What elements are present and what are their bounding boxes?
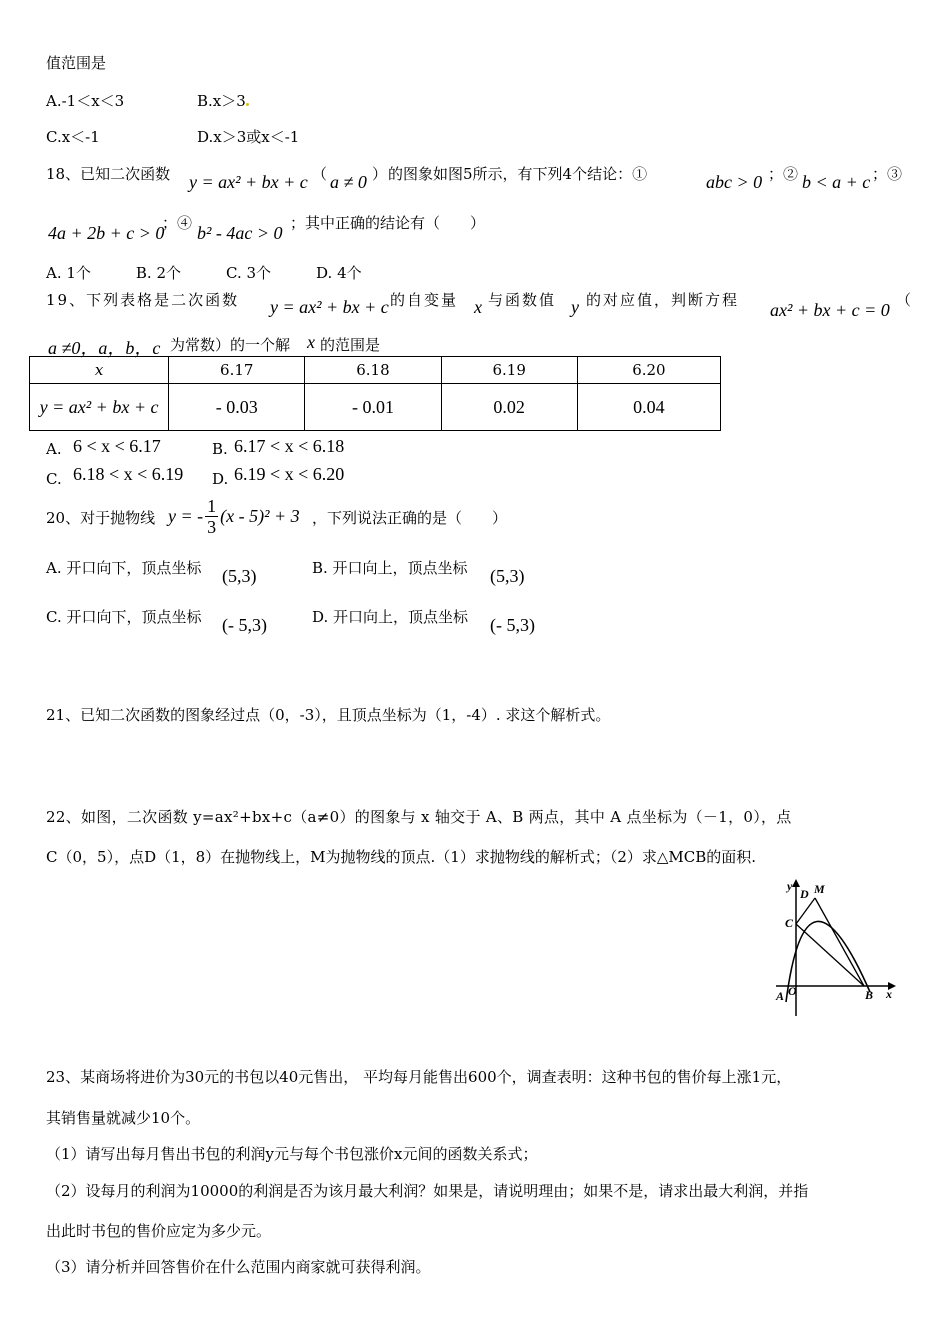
q19-condition: a ≠0，a，b，c [48, 338, 161, 358]
q18-paren-close: ） [372, 165, 388, 183]
q20-formula [168, 493, 300, 539]
q18-lead: 18、已知二次函数 [46, 165, 171, 183]
q18-conclusion-2: b < a + c [802, 172, 871, 192]
q20-lead: 20、对于抛物线 [46, 509, 156, 527]
q20-rest: (x - 5)² + 3 [220, 505, 300, 526]
q20-option-a: A. 开口向下，顶点坐标 [46, 559, 202, 577]
q18-condition: a ≠ 0 [330, 172, 367, 192]
table-cell: - 0.03 [169, 384, 305, 431]
q23-part-3: （3）请分析并回答售价在什么范围内商家就可获得利润。 [46, 1258, 431, 1276]
q17-option-b: B.x＞3 [197, 90, 249, 111]
q18-conclusion-3: 4a + 2b + c > 0 [48, 223, 165, 243]
label-y: y [787, 879, 793, 893]
q18-options: A. 1个 B. 2个 C. 3个 D. 4个 [46, 264, 362, 282]
table-header-cell: 6.18 [305, 357, 441, 384]
q19-equation: ax² + bx + c = 0 [770, 300, 890, 320]
parabola-figure [770, 876, 900, 1018]
q17-option-c: C.x＜-1 [46, 128, 100, 146]
q17-option-d: D.x＞3或x＜-1 [197, 128, 300, 146]
q20-tail: ，下列说法正确的是（ ） [312, 509, 508, 527]
q18-mid-text: 的图象如图5所示，有下列4个结论：① [388, 165, 648, 183]
q17-option-a: A.-1＜x＜3 [46, 92, 125, 110]
segment-cb [796, 924, 864, 986]
q20-frac-num: 1 [207, 495, 217, 516]
q19-option-c: 6.18 < x < 6.19 [73, 464, 184, 484]
label-x: x [886, 987, 892, 1001]
label-c: C [785, 916, 794, 930]
label-m: M [814, 882, 825, 896]
q22-line-2: C（0，5），点D（1，8）在抛物线上，M为抛物线的顶点.（1）求抛物线的解析式；（2）求△MCB的面积. [46, 848, 757, 866]
label-a: A [776, 989, 785, 1003]
q20-option-b-point: (5,3) [490, 566, 525, 586]
q19-mid-2: 与函数值 [488, 291, 557, 309]
q22-line-1: 22、如图，二次函数 y=ax²+bx+c（a≠0）的图象与 x 轴交于 A、B 两点，其中 A 点坐标为（－1，0），点 [46, 808, 792, 826]
q18-tail: ；其中正确的结论有（ ） [290, 214, 486, 232]
q20-option-d-point: (- 5,3) [490, 615, 535, 635]
q20-option-b: B. 开口向上，顶点坐标 [312, 559, 468, 577]
table-row [30, 384, 721, 431]
q23-line-2: 其销售量就减少10个。 [46, 1109, 201, 1127]
segment-mb [815, 898, 864, 986]
q19-paren-open: （ [896, 291, 912, 309]
q18-sep-2: ；② [768, 165, 799, 183]
q21-text: 21、已知二次函数的图象经过点（0，-3），且顶点坐标为（1，-4）. 求这个解析式。 [46, 706, 611, 724]
table-header-cell: 6.17 [169, 357, 305, 384]
q19-x2: x [307, 332, 315, 352]
q20-option-d: D. 开口向上，顶点坐标 [312, 608, 469, 626]
q20-option-c: C. 开口向下，顶点坐标 [46, 608, 202, 626]
y-axis-arrow-icon [792, 879, 800, 887]
q20-option-c-point: (- 5,3) [222, 615, 267, 635]
q19-function: y = ax² + bx + c [270, 297, 389, 317]
segment-cm [796, 898, 815, 924]
table-header-x: x [94, 361, 104, 379]
q19-tail-2: 的范围是 [320, 336, 381, 354]
table-header-cell [30, 357, 169, 384]
q19-option-c-label: C. [46, 470, 62, 488]
q19-option-b-label: B. [212, 440, 228, 458]
q19-lead: 19、下列表格是二次函数 [46, 291, 240, 309]
q23-part-1: （1）请写出每月售出书包的利润y元与每个书包涨价x元间的函数关系式； [46, 1145, 538, 1163]
q20-frac-den: 3 [207, 516, 217, 537]
q20-y-eq: y = - [168, 505, 204, 526]
table-header-row [30, 357, 721, 384]
table-row-label: y = ax² + bx + c [30, 384, 169, 431]
table-header-cell: 6.20 [577, 357, 720, 384]
q23-line-1: 23、某商场将进价为30元的书包以40元售出， 平均每月能售出600个，调查表明：这种书包的售价每上涨1元， [46, 1068, 792, 1086]
q19-option-d: 6.19 < x < 6.20 [234, 464, 345, 484]
table-cell: 0.04 [577, 384, 720, 431]
q19-option-b: 6.17 < x < 6.18 [234, 436, 345, 456]
q18-conclusion-4: b² - 4ac > 0 [197, 223, 283, 243]
q23-part-2a: （2）设每月的利润为10000的利润是否为该月最大利润？如果是，请说明理由；如果不是，请求出最大利润，并指 [46, 1182, 809, 1200]
q23-part-2b: 出此时书包的售价应定为多少元。 [46, 1222, 272, 1240]
q18-paren-open: （ [312, 165, 328, 183]
table-cell: - 0.01 [305, 384, 441, 431]
q19-mid-3: 的对应值，判断方程 [586, 291, 740, 309]
q19-x: x [474, 297, 482, 317]
q18-sep-3: ；③ [872, 165, 903, 183]
q20-option-a-point: (5,3) [222, 566, 257, 586]
q19-tail: 为常数）的一个解 [170, 336, 291, 354]
table-header-cell: 6.19 [441, 357, 577, 384]
q17-tail-text: 值范围是 [46, 54, 107, 72]
q18-function: y = ax² + bx + c [189, 172, 308, 192]
label-o: O [788, 984, 797, 998]
q19-mid-1: 的自变量 [390, 291, 459, 309]
q19-option-d-label: D. [212, 470, 229, 488]
label-d: D [800, 887, 809, 901]
label-b: B [865, 988, 874, 1002]
q19-y: y [571, 297, 579, 317]
q19-option-a: 6 < x < 6.17 [73, 436, 161, 456]
dot-mark [246, 103, 249, 106]
value-table [29, 356, 721, 431]
table-cell: 0.02 [441, 384, 577, 431]
q19-option-a-label: A. [46, 440, 62, 458]
q20-fraction [205, 496, 218, 537]
q18-conclusion-1: abc > 0 [706, 172, 763, 192]
q18-sep-4: ；④ [162, 214, 193, 232]
parabola-curve [786, 921, 870, 1002]
